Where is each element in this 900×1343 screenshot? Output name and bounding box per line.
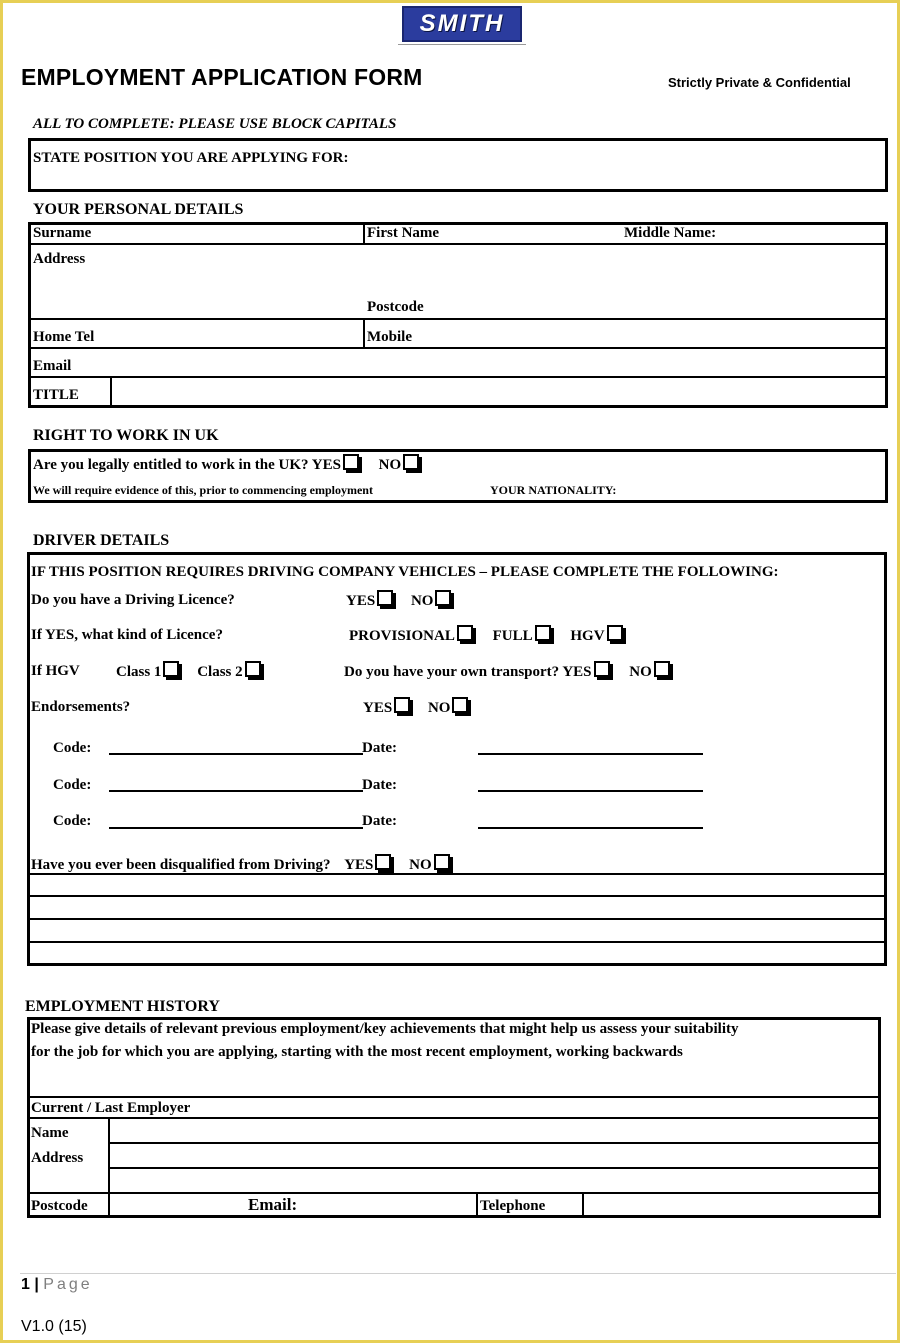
code-field[interactable] <box>109 827 363 829</box>
driver-details-heading: DRIVER DETAILS <box>33 532 170 549</box>
answer-line[interactable] <box>29 941 885 943</box>
right-to-work-question-text: Are you legally entitled to work in the UK? YES <box>33 457 341 473</box>
class2-label: Class 2 <box>197 664 243 680</box>
page-word: Page <box>43 1276 93 1293</box>
employment-history-heading: EMPLOYMENT HISTORY <box>25 998 220 1015</box>
disqualified-question <box>31 854 450 874</box>
personal-details-heading: YOUR PERSONAL DETAILS <box>33 201 244 218</box>
logo-text: SMITH <box>419 10 505 37</box>
divider <box>363 224 365 244</box>
footer-divider <box>20 1273 896 1274</box>
full-checkbox[interactable] <box>535 625 551 641</box>
employment-intro-line2: for the job for which you are applying, starting with the most recent employment, working backwards <box>31 1044 683 1060</box>
divider <box>30 376 886 378</box>
date-label: Date: <box>362 740 397 756</box>
divider <box>476 1193 478 1216</box>
home-tel-label: Home Tel <box>33 329 95 345</box>
employer-telephone-label: Telephone <box>480 1198 546 1214</box>
divider <box>363 319 365 347</box>
code-label: Code: <box>53 813 92 829</box>
right-to-work-yes-checkbox[interactable] <box>343 454 359 470</box>
licence-no-label: NO <box>410 593 434 609</box>
employer-name-label: Name <box>31 1125 69 1141</box>
licence-question: Do you have a Driving Licence? <box>31 592 235 608</box>
licence-options <box>346 590 451 610</box>
current-employer-label: Current / Last Employer <box>31 1100 191 1116</box>
title-label: TITLE <box>33 387 79 403</box>
endorsements-question: Endorsements? <box>31 699 131 715</box>
employer-postcode-label: Postcode <box>31 1198 88 1214</box>
endorsements-no-checkbox[interactable] <box>452 697 468 713</box>
date-label: Date: <box>362 813 397 829</box>
disqualified-yes-checkbox[interactable] <box>375 854 391 870</box>
divider <box>29 1192 879 1194</box>
licence-yes-checkbox[interactable] <box>377 590 393 606</box>
divider <box>582 1193 584 1216</box>
right-to-work-heading: RIGHT TO WORK IN UK <box>33 427 219 444</box>
company-logo <box>402 6 522 42</box>
code-label: Code: <box>53 740 92 756</box>
hgv-checkbox[interactable] <box>607 625 623 641</box>
divider <box>29 1117 879 1119</box>
divider <box>30 347 886 349</box>
hgv-label: HGV <box>570 628 605 644</box>
date-field[interactable] <box>478 790 703 792</box>
transport-no-checkbox[interactable] <box>654 661 670 677</box>
licence-kind-question: If YES, what kind of Licence? <box>31 627 223 643</box>
if-hgv-label: If HGV <box>31 663 80 679</box>
page-separator: | <box>34 1276 39 1293</box>
own-transport-question <box>344 661 670 681</box>
own-transport-text: Do you have your own transport? YES <box>344 664 592 680</box>
driver-intro: IF THIS POSITION REQUIRES DRIVING COMPANY VEHICLES – PLEASE COMPLETE THE FOLLOWING: <box>31 564 779 580</box>
endorsements-yes-checkbox[interactable] <box>394 697 410 713</box>
disqualified-no-checkbox[interactable] <box>434 854 450 870</box>
address-label: Address <box>33 251 86 267</box>
licence-yes-label: YES <box>346 593 376 609</box>
endorsements-options <box>363 697 468 717</box>
class1-checkbox[interactable] <box>163 661 179 677</box>
transport-yes-checkbox[interactable] <box>594 661 610 677</box>
disqualified-yes-label: YES <box>344 857 374 873</box>
date-label: Date: <box>362 777 397 793</box>
employer-email-label: Email: <box>248 1195 298 1214</box>
class1-label: Class 1 <box>116 664 162 680</box>
postcode-label: Postcode <box>367 299 424 315</box>
licence-no-checkbox[interactable] <box>435 590 451 606</box>
endorsements-no-label: NO <box>427 700 451 716</box>
personal-details-table <box>28 222 888 408</box>
licence-kind-options <box>349 625 623 645</box>
email-label: Email <box>33 358 72 374</box>
form-title: EMPLOYMENT APPLICATION FORM <box>21 64 423 90</box>
position-label: STATE POSITION YOU ARE APPLYING FOR: <box>33 150 349 166</box>
instruction-text: ALL TO COMPLETE: PLEASE USE BLOCK CAPITALS <box>33 116 397 132</box>
answer-line[interactable] <box>29 895 885 897</box>
provisional-label: PROVISIONAL <box>349 628 455 644</box>
divider <box>108 1142 879 1144</box>
date-field[interactable] <box>478 753 703 755</box>
divider <box>30 243 886 245</box>
date-field[interactable] <box>478 827 703 829</box>
endorsements-yes-label: YES <box>363 700 393 716</box>
full-label: FULL <box>492 628 533 644</box>
transport-no-label: NO <box>629 664 652 680</box>
divider <box>29 1096 879 1098</box>
confidential-note: Strictly Private & Confidential <box>668 75 851 90</box>
divider <box>30 318 886 320</box>
code-label: Code: <box>53 777 92 793</box>
right-to-work-no-checkbox[interactable] <box>403 454 419 470</box>
page-number <box>21 1276 93 1294</box>
middle-name-label: Middle Name: <box>624 225 717 241</box>
version-label: V1.0 (15) <box>21 1318 87 1335</box>
right-to-work-question <box>33 454 419 474</box>
divider <box>108 1167 879 1169</box>
disqualified-text: Have you ever been disqualified from Driving? <box>31 857 331 873</box>
nationality-label: YOUR NATIONALITY: <box>490 483 617 497</box>
right-to-work-no-label: NO <box>378 457 402 473</box>
first-name-label: First Name <box>367 225 440 241</box>
answer-line[interactable] <box>29 873 885 875</box>
evidence-note: We will require evidence of this, prior to commencing employment <box>33 483 373 497</box>
hgv-class-options <box>116 661 261 681</box>
employment-intro-line1: Please give details of relevant previous employment/key achievements that might help us assess your suitability <box>31 1021 739 1037</box>
logo-underline <box>398 44 526 45</box>
code-field[interactable] <box>109 753 363 755</box>
driver-details-box <box>27 552 887 966</box>
divider <box>110 377 112 406</box>
employer-address-label: Address <box>31 1150 84 1166</box>
mobile-label: Mobile <box>367 329 412 345</box>
answer-line[interactable] <box>29 918 885 920</box>
code-field[interactable] <box>109 790 363 792</box>
surname-label: Surname <box>33 225 92 241</box>
class2-checkbox[interactable] <box>245 661 261 677</box>
provisional-checkbox[interactable] <box>457 625 473 641</box>
page-num-value: 1 <box>21 1276 30 1293</box>
divider <box>108 1118 110 1216</box>
disqualified-no-label: NO <box>409 857 432 873</box>
